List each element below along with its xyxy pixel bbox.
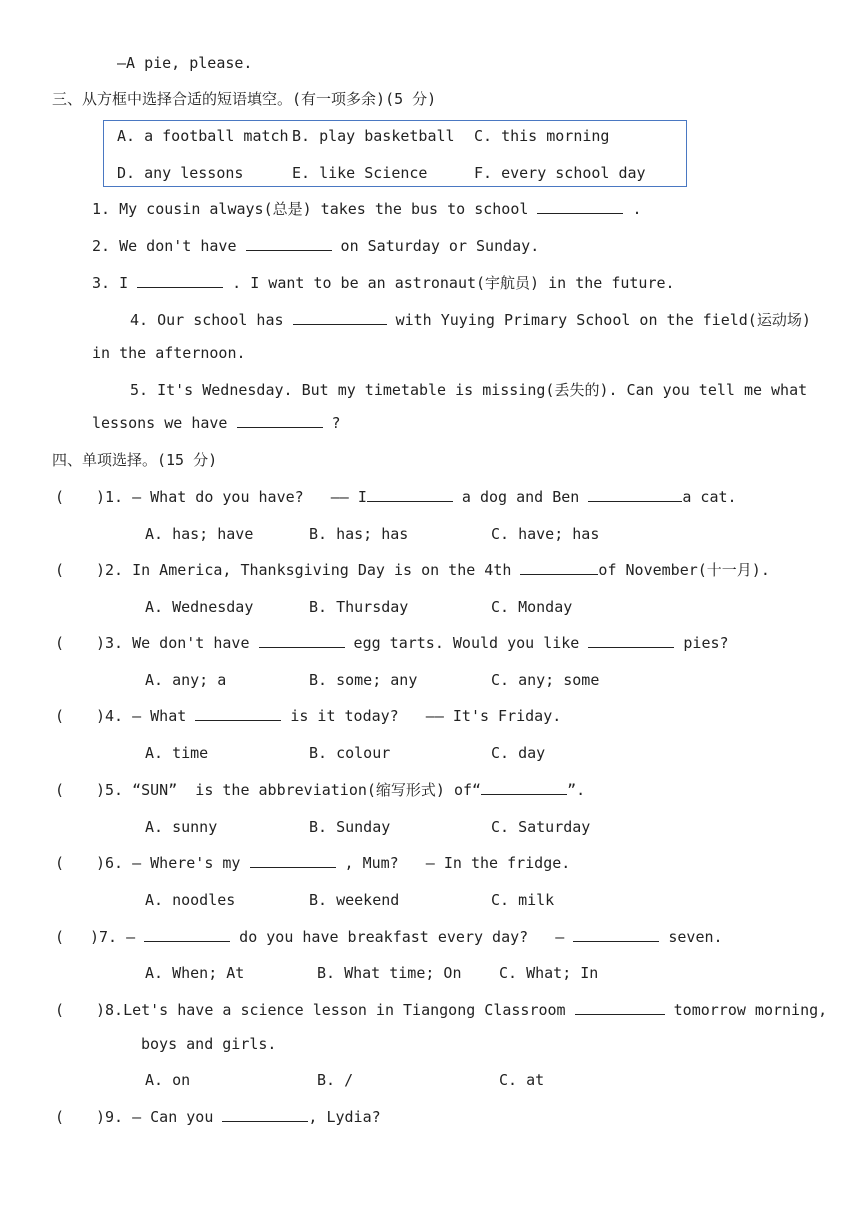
mc-question-8-cont: boys and girls. [141,1035,277,1053]
s3-question-4-cont: in the afternoon. [92,344,246,362]
mc-option: B. some; any [309,671,418,689]
answer-blank[interactable] [237,413,323,428]
mc-question-1: 1. — What do you have? —— I a dog and Ben a cat. [105,488,737,506]
answer-blank[interactable] [293,310,387,325]
mc-question-5: 5. “SUN” is the abbreviation(缩写形式) of“ ”. [105,781,586,799]
answer-blank[interactable] [520,560,598,575]
option-e: E. like Science [292,164,428,182]
answer-paren-open: ( [55,854,65,872]
mc-option: C. Saturday [491,818,591,836]
answer-slot[interactable] [68,927,88,945]
mc-option: C. have; has [491,525,600,543]
answer-blank[interactable] [222,1107,308,1122]
answer-blank[interactable] [588,633,674,648]
option-b: B. play basketball [292,127,455,145]
answer-slot[interactable] [70,487,94,505]
s3-question-3: 3. I . I want to be an astronaut(宇航员) in the future. [92,274,675,292]
mc-option: A. noodles [145,891,236,909]
mc-option: A. has; have [145,525,254,543]
answer-blank[interactable] [195,706,281,721]
answer-blank[interactable] [367,487,453,502]
mc-option: B. / [317,1071,354,1089]
answer-paren-open: ( [55,634,65,652]
answer-paren-open: ( [55,928,65,946]
answer-paren-open: ( [55,707,65,725]
mc-question-8: 8.Let's have a science lesson in Tiangong Classroom tomorrow morning, [105,1001,828,1019]
mc-option: B. has; has [309,525,409,543]
answer-blank[interactable] [259,633,345,648]
answer-paren-close: ) [96,781,106,799]
answer-paren-close: ) [96,854,106,872]
mc-option: B. weekend [309,891,400,909]
answer-slot[interactable] [70,780,94,798]
answer-paren-open: ( [55,1001,65,1019]
mc-question-9: 9. — Can you , Lydia? [105,1108,381,1126]
answer-blank[interactable] [537,199,623,214]
mc-option: B. What time; On [317,964,462,982]
option-a: A. a football match [117,127,289,145]
s3-question-2: 2. We don't have on Saturday or Sunday. [92,237,540,255]
answer-paren-close: ) [96,561,106,579]
answer-blank[interactable] [573,927,659,942]
answer-paren-close: ) [96,1001,106,1019]
mc-option: A. Wednesday [145,598,254,616]
s3-question-4: 4. Our school has with Yuying Primary School on the field(运动场) [130,311,811,329]
option-f: F. every school day [474,164,646,182]
mc-option: C. Monday [491,598,573,616]
answer-blank[interactable] [246,236,332,251]
mc-option: B. Sunday [309,818,391,836]
mc-option: B. colour [309,744,391,762]
answer-paren-open: ( [55,1108,65,1126]
answer-paren-close: ) [96,707,106,725]
answer-slot[interactable] [70,1107,94,1125]
mc-question-6: 6. — Where's my , Mum? — In the fridge. [105,854,571,872]
answer-slot[interactable] [70,633,94,651]
answer-blank[interactable] [144,927,230,942]
answer-blank[interactable] [481,780,567,795]
mc-option: C. at [499,1071,545,1089]
mc-option: C. day [491,744,546,762]
mc-option: C. milk [491,891,555,909]
answer-paren-open: ( [55,781,65,799]
option-c: C. this morning [474,127,610,145]
s3-question-5: 5. It's Wednesday. But my timetable is missing(丢失的). Can you tell me what [130,381,808,399]
s3-question-5-cont: lessons we have ? [92,414,341,432]
answer-blank[interactable] [250,853,336,868]
answer-slot[interactable] [70,853,94,871]
mc-option: A. time [145,744,209,762]
mc-option: B. Thursday [309,598,409,616]
mc-option: A. When; At [145,964,245,982]
mc-question-3: 3. We don't have egg tarts. Would you like pies? [105,634,729,652]
answer-paren-open: ( [55,561,65,579]
answer-slot[interactable] [70,706,94,724]
mc-question-2: 2. In America, Thanksgiving Day is on the 4th of November(十一月). [105,561,770,579]
answer-slot[interactable] [70,1000,94,1018]
answer-paren-close: ) [90,928,100,946]
option-d: D. any lessons [117,164,244,182]
mc-option: A. sunny [145,818,218,836]
mc-option: A. any; a [145,671,227,689]
answer-blank[interactable] [588,487,682,502]
section4-title: 四、单项选择。(15 分) [52,451,218,469]
top-line: —A pie, please. [117,54,253,72]
mc-option: A. on [145,1071,191,1089]
answer-paren-close: ) [96,634,106,652]
answer-paren-close: ) [96,1108,106,1126]
answer-paren-open: ( [55,488,65,506]
mc-question-4: 4. — What is it today? —— It's Friday. [105,707,562,725]
s3-question-1: 1. My cousin always(总是) takes the bus to school . [92,200,642,218]
answer-blank[interactable] [137,273,223,288]
mc-question-7: 7. — do you have breakfast every day? — seven. [99,928,723,946]
mc-option: C. What; In [499,964,599,982]
section3-title: 三、从方框中选择合适的短语填空。(有一项多余)(5 分) [52,90,437,108]
answer-paren-close: ) [96,488,106,506]
answer-blank[interactable] [575,1000,665,1015]
answer-slot[interactable] [70,560,94,578]
mc-option: C. any; some [491,671,600,689]
